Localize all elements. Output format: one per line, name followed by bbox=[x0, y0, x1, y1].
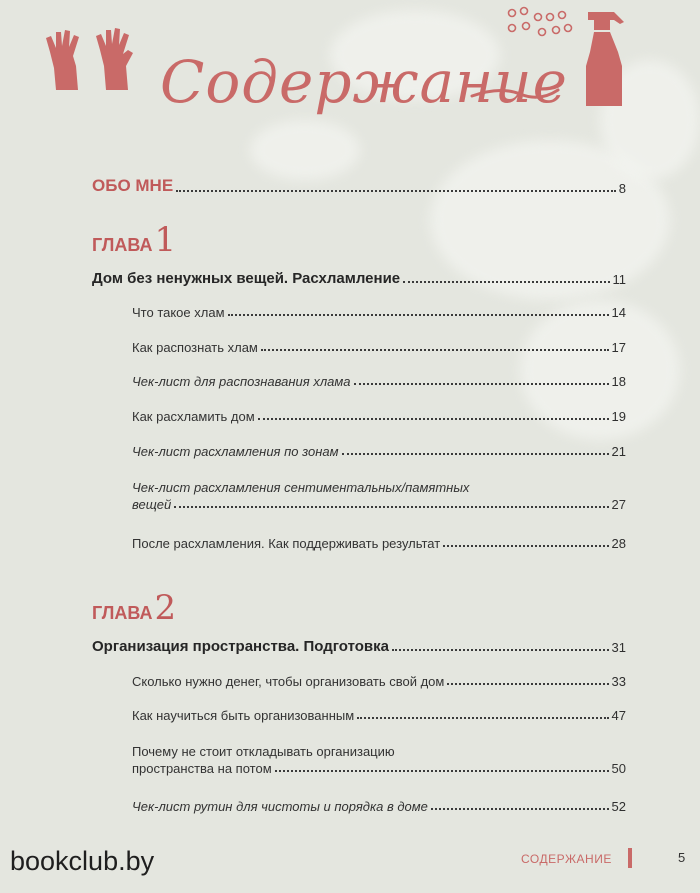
toc-page-number: 50 bbox=[611, 761, 626, 776]
toc-entry-label: Дом без ненужных вещей. Расхламление bbox=[92, 270, 401, 287]
toc-entry-line-2 bbox=[132, 761, 626, 776]
toc-entry-label: Как расхламить дом bbox=[132, 409, 255, 424]
toc-entry-label: Что такое хлам bbox=[132, 305, 225, 320]
toc-page-number: 28 bbox=[611, 536, 626, 551]
toc-page-number: 47 bbox=[611, 708, 626, 723]
dot-leader bbox=[443, 545, 608, 547]
toc-page-number: 17 bbox=[611, 340, 626, 355]
toc-entry-label: ОБО МНЕ bbox=[92, 176, 174, 195]
dot-leader bbox=[403, 281, 609, 283]
toc-entry-label: Чек-лист расхламления по зонам bbox=[132, 444, 339, 459]
dot-leader bbox=[228, 314, 609, 316]
chapter-number: 1 bbox=[154, 220, 177, 260]
dot-leader bbox=[342, 453, 609, 455]
toc-page-number: 11 bbox=[612, 272, 626, 287]
toc-entry-label-line-1: Чек-лист расхламления сентиментальных/памятных bbox=[132, 480, 470, 495]
toc-entry-label-line-1: Почему не стоит откладывать организацию bbox=[132, 744, 395, 759]
toc-chapter-2-title[interactable] bbox=[92, 638, 626, 655]
toc-page-number: 21 bbox=[611, 444, 626, 459]
toc-page-number: 31 bbox=[611, 640, 626, 655]
chapter-number: 2 bbox=[154, 588, 177, 628]
spray-bottle-icon bbox=[580, 8, 630, 108]
toc-entry[interactable] bbox=[132, 340, 626, 355]
toc-entry[interactable] bbox=[132, 708, 626, 723]
toc-page-number: 18 bbox=[611, 374, 626, 389]
toc-entry-label: Чек-лист рутин для чистоты и порядка в доме bbox=[132, 799, 428, 814]
site-watermark-logo: bookclub.by bbox=[10, 846, 155, 876]
footer-divider bbox=[628, 848, 632, 868]
gloves-icon bbox=[42, 26, 142, 92]
toc-entry-line-2 bbox=[132, 497, 626, 512]
toc-entry-label-line-2: пространства на потом bbox=[132, 761, 272, 776]
toc-page-number: 8 bbox=[618, 181, 626, 196]
bubbles-icon bbox=[504, 6, 576, 40]
toc-page-number: 19 bbox=[611, 409, 626, 424]
chapter-2-heading bbox=[92, 588, 176, 628]
dot-leader bbox=[176, 190, 616, 192]
page-number: 5 bbox=[678, 850, 686, 865]
toc-entry[interactable] bbox=[132, 674, 626, 689]
running-footer-section: СОДЕРЖАНИЕ bbox=[521, 852, 612, 866]
toc-entry-about[interactable] bbox=[92, 176, 626, 196]
toc-entry-two-line[interactable] bbox=[132, 480, 626, 512]
title-swash-decoration bbox=[470, 84, 560, 104]
chapter-word: ГЛАВА bbox=[92, 603, 153, 623]
dot-leader bbox=[261, 349, 609, 351]
toc-entry[interactable] bbox=[132, 305, 626, 320]
chapter-1-heading bbox=[92, 220, 176, 260]
dot-leader bbox=[275, 770, 609, 772]
dot-leader bbox=[354, 383, 609, 385]
toc-entry[interactable] bbox=[132, 536, 626, 551]
toc-page-number: 52 bbox=[611, 799, 626, 814]
page-title: Содержание bbox=[160, 48, 568, 116]
toc-entry-label: Организация пространства. Подготовка bbox=[92, 638, 389, 655]
toc-chapter-1-title[interactable] bbox=[92, 270, 626, 287]
dot-leader bbox=[447, 683, 608, 685]
toc-entry-label: Как научиться быть организованным bbox=[132, 708, 355, 723]
toc-entry-label-line-2: вещей bbox=[132, 497, 172, 512]
toc-entry[interactable] bbox=[132, 799, 626, 814]
toc-entry[interactable] bbox=[132, 409, 626, 424]
toc-entry-label: После расхламления. Как поддерживать результат bbox=[132, 536, 441, 551]
dot-leader bbox=[357, 717, 608, 719]
dot-leader bbox=[258, 418, 609, 420]
toc-page-number: 14 bbox=[611, 305, 626, 320]
dot-leader bbox=[392, 649, 609, 651]
toc-entry-label: Как распознать хлам bbox=[132, 340, 258, 355]
chapter-word: ГЛАВА bbox=[92, 235, 153, 255]
toc-entry[interactable] bbox=[132, 374, 626, 389]
toc-entry-label: Сколько нужно денег, чтобы организовать свой дом bbox=[132, 674, 445, 689]
toc-page-number: 33 bbox=[611, 674, 626, 689]
toc-entry-label: Чек-лист для распознавания хлама bbox=[132, 374, 351, 389]
dot-leader bbox=[431, 808, 609, 810]
toc-entry-two-line[interactable] bbox=[132, 744, 626, 776]
toc-page-number: 27 bbox=[611, 497, 626, 512]
dot-leader bbox=[174, 506, 608, 508]
toc-entry[interactable] bbox=[132, 444, 626, 459]
